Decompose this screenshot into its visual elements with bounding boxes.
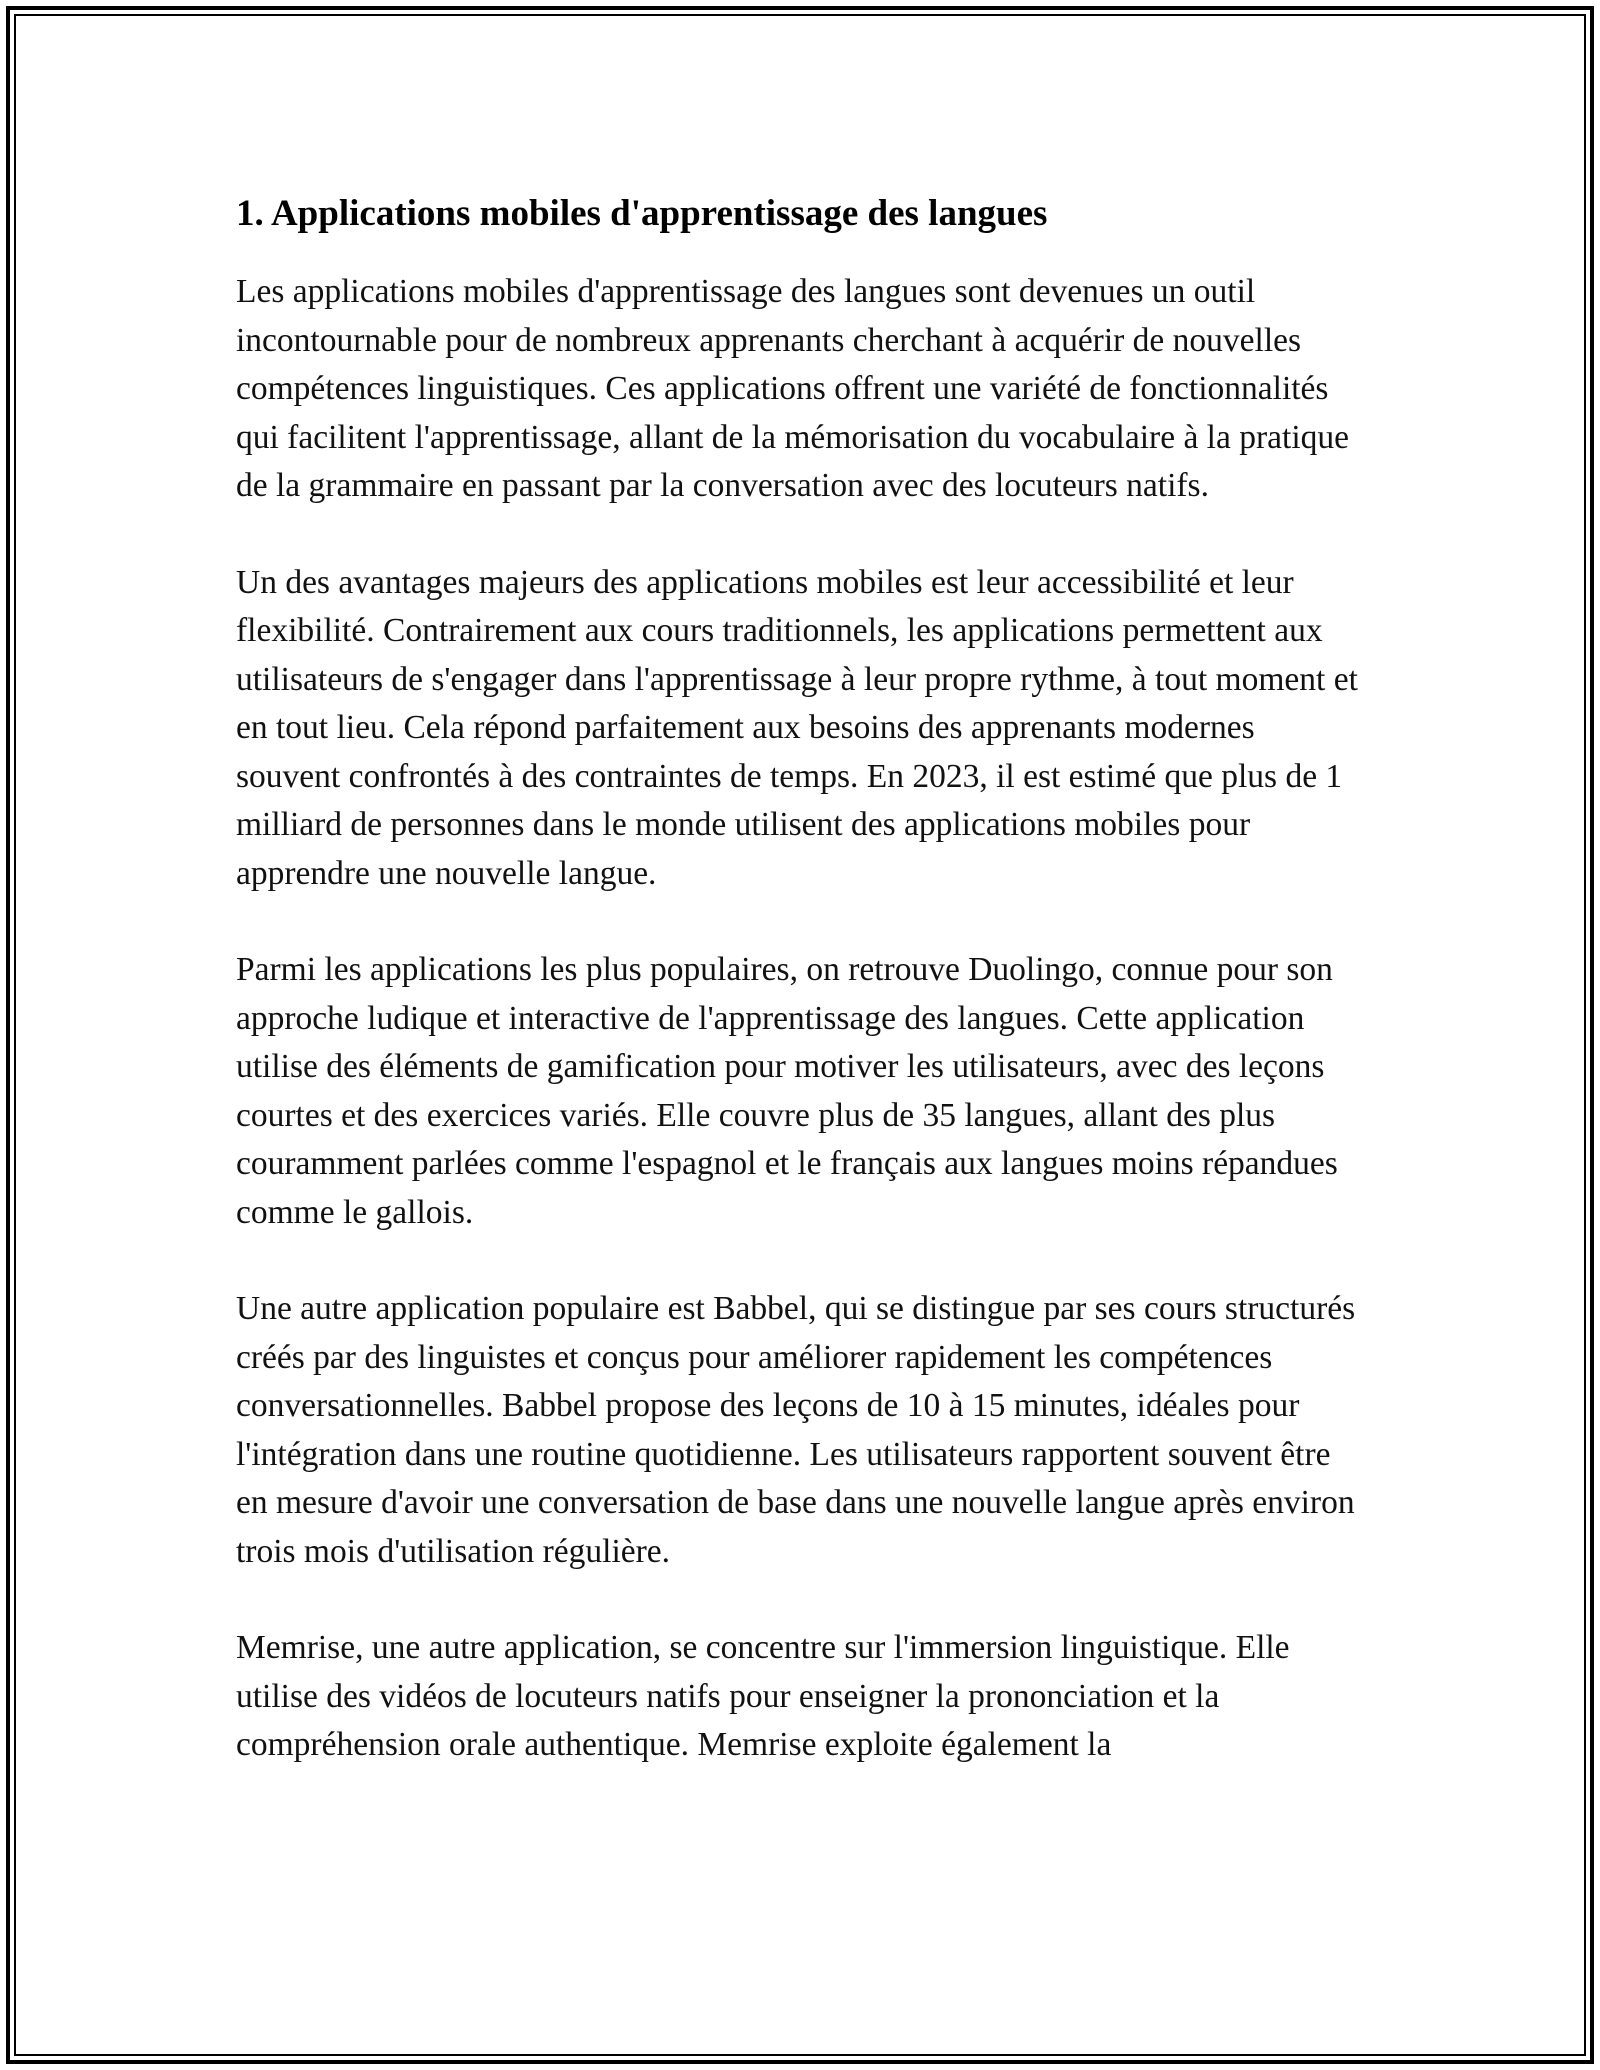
- paragraph-advantages: Un des avantages majeurs des applications mobiles est leur accessibilité et leur flexibilité. Contrairement aux cours traditionnels, les applications permettent aux utilisateurs de s'engager dans l'apprentissage à leur propre rythme, à tout moment et en tout lieu. Cela répond parfaitement aux besoins des apprenants modernes souvent confrontés à des contraintes de temps. En 2023, il est estimé que plus de 1 milliard de personnes dans le monde utilisent des applications mobiles pour apprendre une nouvelle langue.: [236, 563, 1358, 892]
- document-body: [236, 186, 1361, 1818]
- paragraph-babbel: Une autre application populaire est Babbel, qui se distingue par ses cours structurés créés par des linguistes et conçus pour améliorer rapidement les compétences conversationnelles. Babbel propose des leçons de 10 à 15 minutes, idéales pour l'intégration dans une routine quotidienne. Les utilisateurs rapportent souvent être en mesure d'avoir une conversation de base dans une nouvelle langue après environ trois mois d'utilisation régulière.: [236, 1290, 1356, 1570]
- paragraph-duolingo: Parmi les applications les plus populaires, on retrouve Duolingo, connue pour son approche ludique et interactive de l'apprentissage des langues. Cette application utilise des éléments de gamification pour motiver les utilisateurs, avec des leçons courtes et des exercices variés. Elle couvre plus de 35 langues, allant des plus couramment parlées comme l'espagnol et le français aux langues moins répandues comme le gallois.: [236, 951, 1338, 1231]
- paragraph-memrise: Memrise, une autre application, se concentre sur l'immersion linguistique. Elle utilise des vidéos de locuteurs natifs pour enseigner la prononciation et la compréhension orale authentique. Memrise exploite également la: [236, 1629, 1290, 1763]
- paragraph-intro: Les applications mobiles d'apprentissage des langues sont devenues un outil incontournable pour de nombreux apprenants cherchant à acquérir de nouvelles compétences linguistiques. Ces applications offrent une variété de fonctionnalités qui facilitent l'apprentissage, allant de la mémorisation du vocabulaire à la pratique de la grammaire en passant par la conversation avec des locuteurs natifs.: [236, 273, 1349, 504]
- section-heading: 1. Applications mobiles d'apprentissage des langues: [236, 193, 1048, 234]
